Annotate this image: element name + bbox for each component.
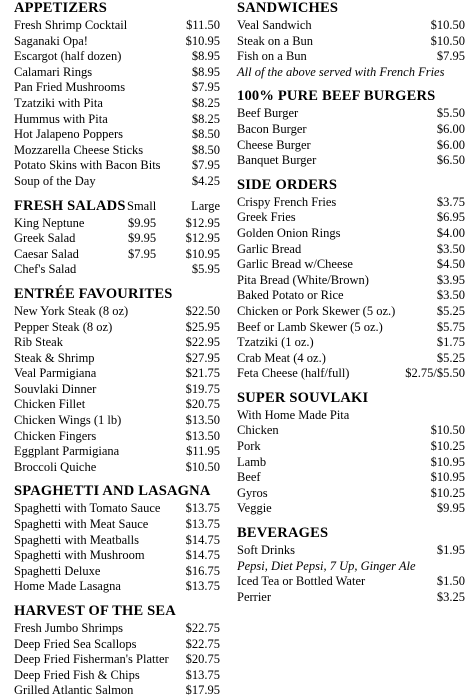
menu-item — [14, 96, 220, 112]
item-name: Broccoli Quiche — [14, 459, 97, 474]
item-price: $14.75 — [185, 532, 220, 547]
item-name: Potato Skins with Bacon Bits — [14, 158, 161, 173]
menu-item — [14, 351, 220, 367]
item-price: $16.75 — [185, 563, 220, 578]
menu-item — [14, 533, 220, 549]
item-price: $22.95 — [185, 335, 220, 350]
item-price: $5.25 — [436, 303, 465, 318]
item-name: King Neptune — [14, 215, 85, 230]
item-price: $20.75 — [185, 397, 220, 412]
fresh-salads-section — [14, 190, 220, 278]
item-name: Chicken Fillet — [14, 397, 86, 412]
menu-item — [14, 382, 220, 398]
item-name: Steak on a Bun — [237, 33, 314, 48]
menu-item — [14, 127, 220, 143]
beverages-section — [237, 525, 465, 605]
salad-item — [14, 231, 220, 247]
menu-item — [14, 652, 220, 668]
item-price: $4.25 — [191, 173, 220, 188]
menu-item — [14, 668, 220, 684]
small-price: $9.95 — [128, 231, 157, 246]
menu-list — [237, 574, 465, 605]
item-name: Spaghetti with Tomato Sauce — [14, 501, 161, 516]
item-price: $7.95 — [191, 158, 220, 173]
item-price: $8.25 — [191, 111, 220, 126]
item-price: $22.75 — [185, 621, 220, 635]
side-orders-section — [237, 177, 465, 382]
menu-item — [237, 18, 465, 34]
item-price: $3.25 — [436, 589, 465, 604]
menu-item — [14, 65, 220, 81]
section-title: 100% PURE BEEF BURGERS — [237, 88, 436, 105]
item-price: $2.75/$5.50 — [405, 366, 465, 381]
sandwiches-note: All of the above served with French Fries — [237, 64, 445, 79]
item-name: Feta Cheese (half/full) — [237, 366, 350, 381]
item-price: $6.95 — [436, 210, 465, 225]
item-name: Bacon Burger — [237, 121, 307, 136]
menu-item — [237, 470, 465, 486]
large-price: $10.95 — [185, 246, 220, 261]
item-price: $3.75 — [436, 194, 465, 209]
item-name: Crab Meat (4 oz.) — [237, 350, 326, 365]
item-price: $4.50 — [436, 257, 465, 272]
item-price: $10.95 — [430, 454, 465, 469]
menu-item — [14, 174, 220, 190]
item-price: $8.25 — [191, 95, 220, 110]
item-price: $19.75 — [185, 381, 220, 396]
appetizers-section — [14, 0, 220, 190]
item-name: Souvlaki Dinner — [14, 381, 97, 396]
item-name: Fish on a Bun — [237, 49, 307, 64]
item-price: $3.95 — [436, 272, 465, 287]
item-name: Spaghetti Deluxe — [14, 563, 101, 578]
menu-item — [14, 304, 220, 320]
menu-item — [237, 486, 465, 502]
item-price: $10.95 — [185, 33, 220, 48]
item-name: Lamb — [237, 454, 267, 469]
item-price: $13.75 — [185, 579, 220, 594]
item-name: Deep Fried Fish & Chips — [14, 667, 140, 682]
entree-section — [14, 286, 220, 476]
menu-item — [14, 49, 220, 65]
item-name: Gyros — [237, 485, 268, 500]
menu-item — [237, 439, 465, 455]
menu-item — [237, 210, 465, 226]
spaghetti-section — [14, 483, 220, 595]
item-price: $6.00 — [436, 137, 465, 152]
section-title: SANDWICHES — [237, 0, 339, 16]
section-title: ENTRÉE FAVOURITES — [14, 285, 173, 302]
item-price: $13.50 — [185, 428, 220, 443]
item-name: Rib Steak — [14, 335, 63, 350]
menu-list — [237, 106, 465, 168]
menu-item — [237, 335, 465, 351]
menu-item — [237, 226, 465, 242]
item-price: $1.95 — [436, 543, 465, 558]
menu-item — [14, 564, 220, 580]
menu-list — [237, 423, 465, 517]
item-price: $13.50 — [185, 413, 220, 428]
souvlaki-subtitle: With Home Made Pita — [237, 407, 350, 422]
menu-item — [237, 242, 465, 258]
menu-item — [237, 543, 465, 559]
menu-list — [237, 195, 465, 382]
salad-list — [14, 216, 220, 278]
item-name: Chef's Salad — [14, 262, 77, 277]
item-price: $13.75 — [185, 501, 220, 516]
item-price: $5.75 — [436, 319, 465, 334]
salad-header — [14, 190, 220, 216]
item-price: $20.75 — [185, 652, 220, 667]
beverages-note: Pepsi, Diet Pepsi, 7 Up, Ginger Ale — [237, 558, 416, 573]
small-price: $7.95 — [128, 246, 157, 261]
item-price: $6.50 — [436, 153, 465, 168]
item-price: $8.95 — [191, 49, 220, 64]
item-name: Pork — [237, 439, 261, 454]
menu-item — [237, 288, 465, 304]
item-name: Deep Fried Fisherman's Platter — [14, 652, 169, 667]
item-price: $17.95 — [185, 683, 220, 698]
item-name: Beef or Lamb Skewer (5 oz.) — [237, 319, 383, 334]
item-name: New York Steak (8 oz) — [14, 303, 129, 318]
menu-item — [237, 304, 465, 320]
item-name: Fresh Jumbo Shrimps — [14, 621, 124, 635]
item-name: Home Made Lasagna — [14, 579, 121, 594]
item-name: Crispy French Fries — [237, 194, 337, 209]
item-name: Beef Burger — [237, 106, 299, 121]
section-title: HARVEST OF THE SEA — [14, 603, 176, 619]
menu-item — [14, 158, 220, 174]
menu-item — [237, 320, 465, 336]
item-price: $13.75 — [185, 667, 220, 682]
menu-item — [14, 429, 220, 445]
menu-item — [237, 351, 465, 367]
menu-item — [14, 637, 220, 653]
item-price: $10.50 — [430, 33, 465, 48]
menu-item — [237, 195, 465, 211]
item-name: Soup of the Day — [14, 173, 96, 188]
item-name: Banquet Burger — [237, 153, 317, 168]
item-name: Garlic Bread — [237, 241, 302, 256]
item-name: Escargot (half dozen) — [14, 49, 122, 64]
burgers-section — [237, 88, 465, 168]
item-name: Chicken — [237, 423, 279, 438]
menu-item — [237, 34, 465, 50]
item-name: Grilled Atlantic Salmon — [14, 683, 134, 698]
item-price: $22.75 — [185, 636, 220, 651]
item-name: Eggplant Parmigiana — [14, 444, 120, 459]
item-price: $10.50 — [430, 18, 465, 32]
item-name: Cheese Burger — [237, 137, 311, 152]
menu-item — [14, 366, 220, 382]
item-price: $10.50 — [185, 459, 220, 474]
menu-item — [14, 517, 220, 533]
item-price: $7.95 — [191, 80, 220, 95]
item-name: Beef — [237, 470, 261, 485]
item-price: $3.50 — [436, 288, 465, 303]
item-name: Hummus with Pita — [14, 111, 108, 126]
item-price: $25.95 — [185, 319, 220, 334]
menu-list — [14, 501, 220, 595]
menu-item — [237, 574, 465, 590]
item-price: $4.00 — [436, 225, 465, 240]
item-name: Veal Sandwich — [237, 18, 312, 32]
menu-item — [237, 122, 465, 138]
item-name: Deep Fried Sea Scallops — [14, 636, 137, 651]
item-price: $22.50 — [185, 303, 220, 318]
menu-item — [14, 397, 220, 413]
menu-list — [237, 543, 465, 559]
souvlaki-section — [237, 390, 465, 517]
salad-item — [14, 247, 220, 263]
item-price: $8.95 — [191, 64, 220, 79]
item-name: Perrier — [237, 589, 272, 604]
item-name: Greek Fries — [237, 210, 296, 225]
menu-item — [14, 548, 220, 564]
large-price: $5.95 — [191, 262, 220, 277]
item-price: $5.25 — [436, 350, 465, 365]
item-name: Saganaki Opa! — [14, 33, 88, 48]
section-title: BEVERAGES — [237, 525, 329, 542]
menu-item — [14, 320, 220, 336]
item-price: $10.25 — [430, 485, 465, 500]
item-name: Veal Parmigiana — [14, 366, 97, 381]
menu-item — [14, 34, 220, 50]
small-price — [128, 262, 178, 278]
menu-item — [237, 153, 465, 169]
item-name: Calamari Rings — [14, 64, 93, 79]
item-name: Hot Jalapeno Poppers — [14, 127, 124, 142]
menu-item — [14, 335, 220, 351]
menu-item — [14, 143, 220, 159]
item-name: Spaghetti with Meat Sauce — [14, 517, 149, 532]
menu-list — [14, 304, 220, 476]
menu-item — [14, 683, 220, 699]
section-title: SUPER SOUVLAKI — [237, 389, 369, 406]
item-price: $10.50 — [430, 423, 465, 438]
menu-item — [237, 106, 465, 122]
item-price: $5.50 — [436, 106, 465, 121]
item-price: $8.50 — [191, 127, 220, 142]
item-price: $14.75 — [185, 548, 220, 563]
salad-item — [14, 262, 220, 278]
item-name: Steak & Shrimp — [14, 350, 95, 365]
item-name: Chicken Fingers — [14, 428, 97, 443]
item-name: Caesar Salad — [14, 246, 79, 261]
section-title: SIDE ORDERS — [237, 176, 338, 193]
menu-item — [237, 257, 465, 273]
item-price: $10.95 — [430, 470, 465, 485]
item-name: Chicken or Pork Skewer (5 oz.) — [237, 303, 396, 318]
menu-item — [237, 138, 465, 154]
section-title: FRESH SALADS — [14, 197, 126, 214]
item-price: $3.50 — [436, 241, 465, 256]
item-name: Golden Onion Rings — [237, 225, 341, 240]
item-name: Spaghetti with Mushroom — [14, 548, 145, 563]
menu-item — [237, 273, 465, 289]
item-name: Tzatziki (1 oz.) — [237, 335, 314, 350]
item-name: Pan Fried Mushrooms — [14, 80, 126, 95]
salad-item — [14, 216, 220, 232]
item-name: Tzatziki with Pita — [14, 95, 103, 110]
item-price: $11.95 — [186, 444, 220, 459]
menu-item — [237, 501, 465, 517]
large-price: $12.95 — [185, 231, 220, 246]
section-title: SPAGHETTI AND LASAGNA — [14, 483, 211, 500]
item-name: Spaghetti with Meatballs — [14, 532, 139, 547]
menu-item — [237, 366, 465, 382]
item-price: $1.50 — [436, 574, 465, 589]
harvest-section — [14, 603, 220, 699]
section-title: APPETIZERS — [14, 0, 108, 16]
item-name: Chicken Wings (1 lb) — [14, 413, 122, 428]
left-column — [14, 0, 220, 699]
item-name: Veggie — [237, 501, 272, 516]
menu-item — [14, 621, 220, 637]
item-name: Mozzarella Cheese Sticks — [14, 142, 144, 157]
item-name: Iced Tea or Bottled Water — [237, 574, 366, 589]
menu-item — [14, 413, 220, 429]
item-price: $27.95 — [185, 350, 220, 365]
item-name: Greek Salad — [14, 231, 76, 246]
item-price: $11.50 — [186, 18, 220, 32]
item-price: $1.75 — [436, 335, 465, 350]
item-name: Fresh Shrimp Cocktail — [14, 18, 128, 32]
sandwiches-section — [237, 0, 465, 80]
item-price: $8.50 — [191, 142, 220, 157]
small-column-header: Small — [127, 198, 157, 213]
item-name: Pita Bread (White/Brown) — [237, 272, 369, 287]
menu-item — [14, 460, 220, 476]
menu-list — [237, 18, 465, 65]
menu-item — [237, 423, 465, 439]
menu-item — [237, 590, 465, 606]
item-name: Soft Drinks — [237, 543, 295, 558]
item-price: $13.75 — [185, 517, 220, 532]
menu-item — [14, 80, 220, 96]
item-price: $6.00 — [436, 121, 465, 136]
menu-list — [14, 18, 220, 190]
large-column-header: Large — [191, 198, 220, 213]
menu-item — [237, 455, 465, 471]
item-name: Baked Potato or Rice — [237, 288, 344, 303]
menu-item — [237, 49, 465, 65]
item-price: $10.25 — [430, 439, 465, 454]
item-price: $7.95 — [436, 49, 465, 64]
menu-item — [14, 444, 220, 460]
item-price: $21.75 — [185, 366, 220, 381]
small-price: $9.95 — [128, 215, 157, 230]
menu-item — [14, 112, 220, 128]
menu-item — [14, 579, 220, 595]
menu-list — [14, 621, 220, 699]
large-price: $12.95 — [185, 215, 220, 230]
menu-item — [14, 501, 220, 517]
item-name: Garlic Bread w/Cheese — [237, 257, 353, 272]
item-price: $9.95 — [436, 501, 465, 516]
menu-item — [14, 18, 220, 34]
item-name: Pepper Steak (8 oz) — [14, 319, 113, 334]
right-column — [237, 0, 465, 605]
